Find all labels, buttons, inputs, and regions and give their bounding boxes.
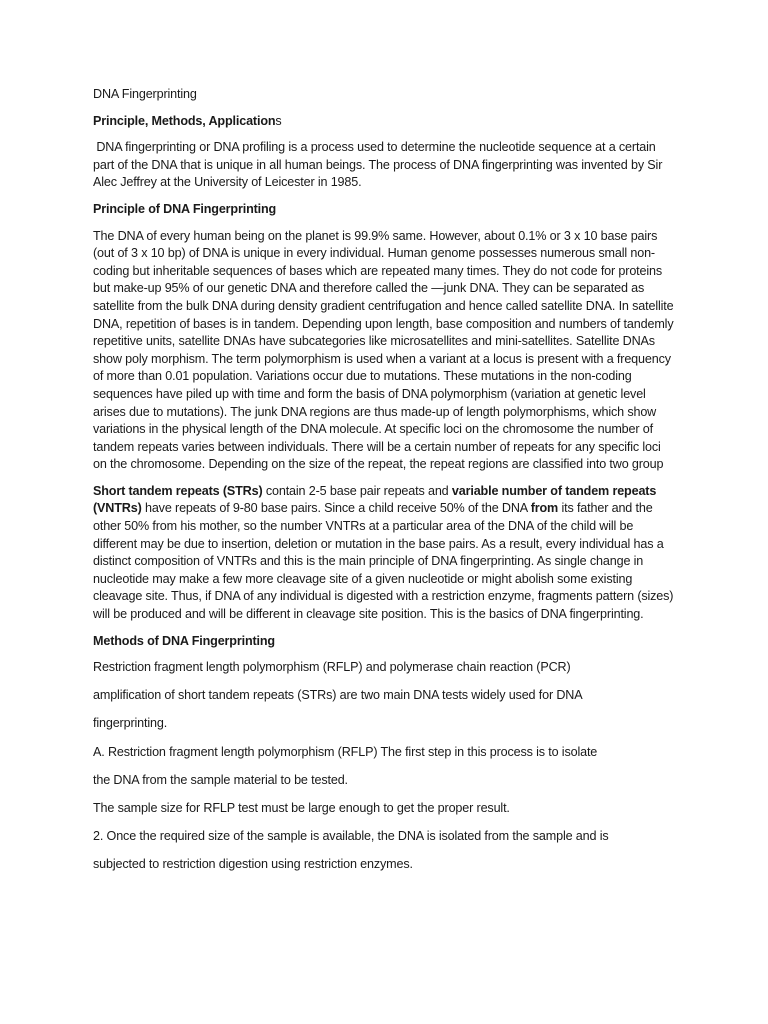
document-subtitle (93, 113, 677, 131)
methods-line: 2. Once the required size of the sample is available, the DNA is isolated from the sample and is (93, 828, 609, 843)
methods-line: subjected to restriction digestion using restriction enzymes. (93, 856, 413, 871)
repeats-paragraph (93, 483, 677, 624)
vntr-text-1: have repeats of 9-80 base pairs. Since a child receive 50% of the DNA (141, 501, 531, 516)
methods-line: amplification of short tandem repeats (STRs) are two main DNA tests widely used for DNA (93, 688, 583, 703)
principle-paragraph: The DNA of every human being on the planet is 99.9% same. However, about 0.1% or 3 x 10 base pairs (out of 3 x 10 bp) of DNA is unique in every individual. Human genome possesses numerous small non-coding but inheritable sequences of bases which are repeated many times. They do not code for proteins but make-up 95% of our genetic DNA and therefore called the —junk DNA. They can be separated as satellite from the bulk DNA during density gradient centrifugation and hence called satellite DNA. In satellite DNA, repetition of bases is in tandem. Depending upon length, base composition and numbers of tandemly repetitive units, satellite DNAs have subcategories like microsatellites and mini-satellites. Satellite DNAs show poly morphism. The term polymorphism is used when a variant at a locus is present with a frequency of more than 0.01 population. Variations occur due to mutations. These mutations in the non-coding sequences have piled up with time and form the basis of DNA polymorphism (variation at genetic level arises due to mutations). The junk DNA regions are thus made-up of length polymorphisms, which show variations in the physical length of the DNA molecule. At specific loci on the chromosome the number of tandem repeats varies between individuals. There will be a certain number of repeats for any specific loci on the chromosome. Depending on the size of the repeat, the repeat regions are classified into two group (93, 228, 674, 472)
vntr-term: variable number of tandem repeats (VNTRs) (93, 483, 657, 516)
methods-line: fingerprinting. (93, 716, 168, 731)
subtitle-bold: Principle, Methods, Application (93, 113, 276, 128)
principle-heading: Principle of DNA Fingerprinting (93, 201, 277, 216)
str-text: contain 2-5 base pair repeats and (262, 483, 452, 498)
str-term: Short tandem repeats (STRs) (93, 483, 263, 498)
methods-line: Restriction fragment length polymorphism (RFLP) and polymerase chain reaction (PCR) (93, 660, 571, 675)
methods-heading: Methods of DNA Fingerprinting (93, 633, 275, 648)
vntr-text-2: its father and the other 50% from his mother, so the number VNTRs at a particular area of the DNA of the child will be different may be due to insertion, deletion or mutation in the base pairs. As a result, every individual has a distinct composition of VNTRs and this is the main principle of DNA fingerprinting. As single change in nucleotide may make a few more cleavage site of a given nucleotide or might abolish some existing cleavage site. Thus, if DNA of any individual is digested with a restriction enzyme, fragments pattern (sizes) will be produced and will be different in cleavage site position. This is the basics of DNA fingerprinting. (93, 501, 674, 622)
intro-paragraph: DNA fingerprinting or DNA profiling is a process used to determine the nucleotide sequence at a certain part of the DNA that is unique in all human beings. The process of DNA fingerprinting was invented by Sir Alec Jeffrey at the University of Leicester in 1985. (93, 140, 665, 190)
document-title: DNA Fingerprinting (93, 87, 197, 101)
methods-line: The sample size for RFLP test must be large enough to get the proper result. (93, 800, 510, 815)
from-word: from (530, 501, 559, 516)
document-body (93, 86, 677, 884)
subtitle-tail: s (275, 113, 282, 128)
methods-line: the DNA from the sample material to be tested. (93, 772, 348, 787)
methods-line: A. Restriction fragment length polymorphism (RFLP) The first step in this process is to isolate (93, 744, 598, 759)
